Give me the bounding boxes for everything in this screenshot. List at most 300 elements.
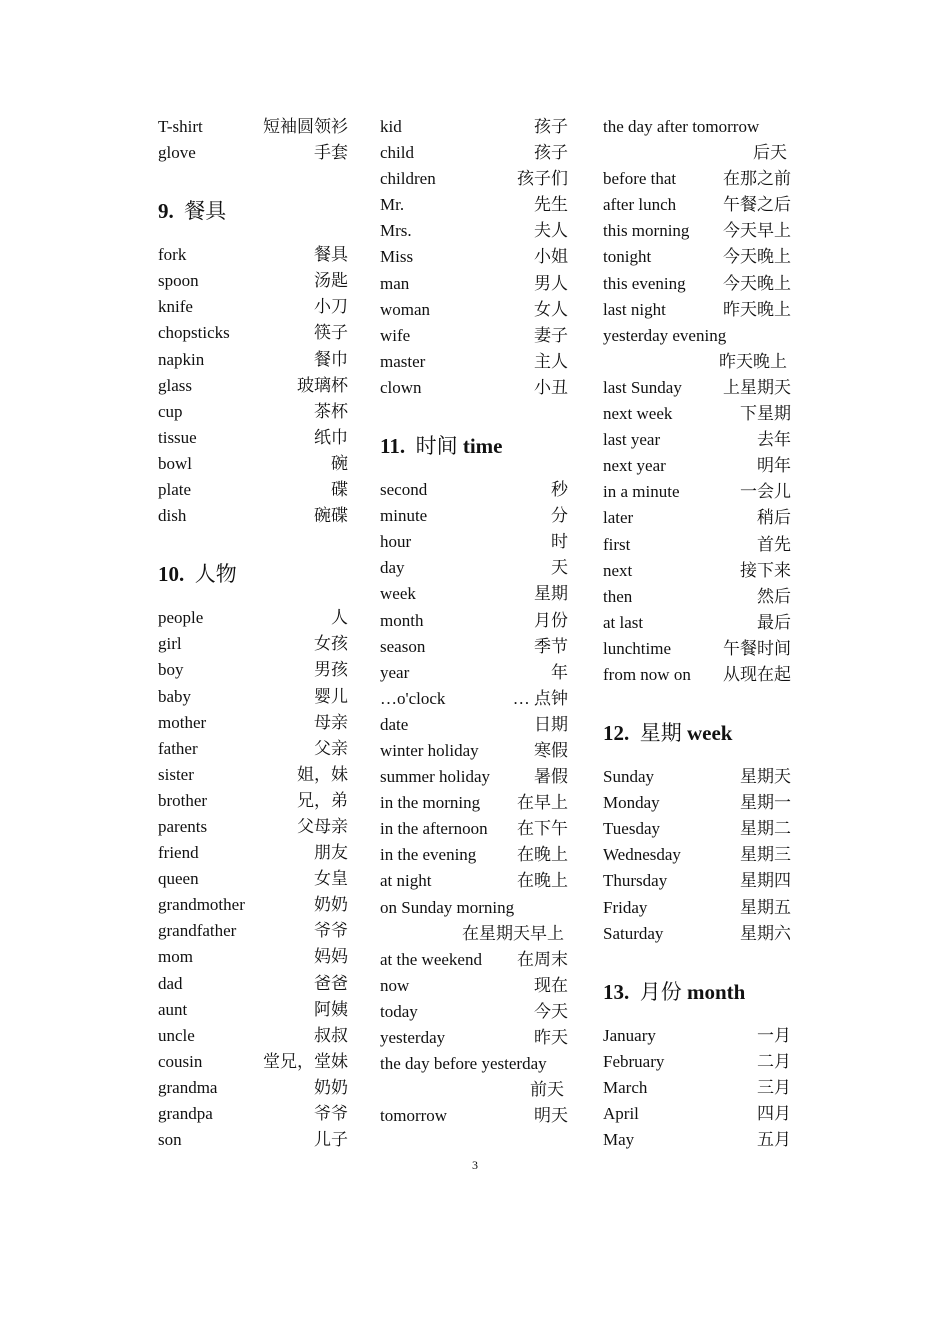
vocab-entry [158, 657, 348, 683]
vocab-entry [603, 479, 791, 505]
entry-english: clown [380, 377, 422, 397]
vocab-entry [158, 944, 348, 970]
entry-chinese: 星期三 [740, 845, 791, 865]
entry-chinese: 碗碟 [314, 506, 348, 526]
vocab-entry [158, 840, 348, 866]
vocab-entry [380, 790, 568, 816]
entry-english: May [603, 1130, 635, 1150]
entry-english: summer holiday [380, 767, 491, 787]
vocab-entry [158, 788, 348, 814]
entry-chinese: 前天 [530, 1080, 564, 1100]
entry-chinese: 堂兄，堂妹 [263, 1051, 348, 1071]
entry-english: the day after tomorrow [603, 117, 760, 136]
entry-english: knife [158, 297, 193, 317]
entry-chinese: 三月 [757, 1077, 791, 1097]
entry-chinese: 月份 [534, 610, 568, 630]
entry-english: now [380, 975, 410, 995]
entry-chinese: 今天 [534, 1001, 568, 1021]
section-title-zh: 时间 [415, 434, 458, 459]
entry-english: mother [158, 712, 207, 732]
entry-chinese: 在那之前 [723, 169, 791, 189]
entry-english: day [380, 558, 405, 578]
entry-english: January [603, 1025, 656, 1045]
entry-english: from now on [603, 664, 691, 684]
vocab-entry [603, 218, 791, 244]
vocab-entry [158, 684, 348, 710]
vocab-entry [603, 427, 791, 453]
vocab-entry [158, 1049, 348, 1075]
entry-english: next year [603, 456, 666, 476]
entry-chinese: 午餐之后 [723, 195, 791, 215]
vocab-entry [158, 294, 348, 320]
vocab-entry [158, 971, 348, 997]
entry-chinese: 朋友 [314, 843, 348, 863]
entry-english: later [603, 508, 634, 528]
entry-english: aunt [158, 999, 188, 1019]
vocab-entry [603, 584, 791, 610]
vocab-entry [603, 323, 791, 349]
entry-english: tissue [158, 427, 197, 447]
entry-english: parents [158, 816, 208, 836]
entry-chinese: 时 [551, 532, 568, 552]
entry-english: February [603, 1051, 665, 1071]
entry-english: grandma [158, 1077, 218, 1097]
vocab-entry [380, 1103, 568, 1129]
section-heading [603, 961, 791, 1023]
entry-english: glove [158, 143, 196, 163]
entry-english: next week [603, 404, 673, 424]
entry-chinese: 明天 [534, 1106, 568, 1126]
entry-chinese: 明年 [757, 456, 791, 476]
vocab-entry [603, 1101, 791, 1127]
vocab-entry [603, 140, 791, 166]
entry-chinese: 稍后 [757, 508, 791, 528]
entry-chinese: 先生 [534, 195, 568, 215]
entry-english: dish [158, 506, 187, 526]
entry-chinese: 首先 [757, 534, 791, 554]
entry-chinese: 茶杯 [314, 401, 348, 421]
entry-chinese: 餐具 [314, 245, 348, 265]
entry-english: grandmother [158, 895, 245, 915]
vocab-entry [158, 242, 348, 268]
vocab-entry [603, 114, 791, 140]
vocab-entry [603, 764, 791, 790]
entry-chinese: 孩子 [534, 117, 568, 136]
entry-chinese: 接下来 [740, 560, 791, 580]
entry-chinese: 筷子 [314, 323, 348, 343]
entry-chinese: 碗 [331, 453, 348, 473]
vocab-entry [158, 114, 348, 140]
entry-english: spoon [158, 271, 199, 291]
entry-chinese: 年 [551, 662, 568, 682]
entry-chinese: 在星期天早上 [462, 923, 564, 943]
vocab-entry [380, 868, 568, 894]
entry-english: wife [380, 325, 411, 345]
entry-chinese: 主人 [534, 351, 568, 371]
section-gap [380, 401, 568, 415]
entry-chinese: 阿姨 [314, 999, 348, 1019]
entry-english: last night [603, 299, 666, 319]
entry-english: Mrs. [380, 221, 412, 241]
entry-chinese: 星期四 [740, 871, 791, 891]
entry-chinese: 在晚上 [517, 871, 568, 891]
section-title-en: week [687, 721, 733, 746]
entry-english: kid [380, 117, 402, 136]
entry-chinese: 二月 [757, 1051, 791, 1071]
entry-chinese: 母亲 [314, 712, 348, 732]
entry-english: grandpa [158, 1104, 213, 1123]
vocab-entry [380, 1025, 568, 1051]
entry-chinese: 今天晚上 [723, 273, 791, 293]
entry-chinese: 寒假 [534, 740, 568, 760]
vocab-entry [158, 892, 348, 918]
entry-chinese: 今天早上 [723, 221, 791, 241]
entry-english: this morning [603, 221, 690, 241]
section-gap [603, 947, 791, 961]
entry-chinese: 上星期天 [723, 377, 791, 397]
vocab-entry [380, 999, 568, 1025]
entry-chinese: 婴儿 [314, 686, 348, 706]
entry-english: fork [158, 245, 187, 265]
vocab-entry [158, 605, 348, 631]
page-number: 3 [472, 1158, 478, 1172]
entry-english: the day before yesterday [380, 1054, 547, 1074]
entry-chinese: 姐，妹 [297, 764, 348, 784]
entry-chinese: 男人 [534, 273, 568, 293]
entry-english: bowl [158, 453, 192, 473]
entry-english: tomorrow [380, 1106, 448, 1126]
vocab-entry [380, 686, 568, 712]
entry-chinese: 暑假 [534, 767, 568, 787]
vocab-entry [380, 1077, 568, 1103]
section-gap [158, 529, 348, 543]
entry-chinese: 男孩 [314, 660, 348, 680]
entry-chinese: 孩子 [534, 143, 568, 163]
vocab-entry [380, 192, 568, 218]
entry-chinese: 昨天晚上 [719, 351, 787, 371]
entry-chinese: 爷爷 [314, 921, 348, 941]
entry-chinese: 去年 [757, 430, 791, 450]
vocab-entry [603, 297, 791, 323]
entry-chinese: 天 [551, 558, 568, 578]
entry-chinese: 一会儿 [740, 482, 791, 502]
vocab-entry [603, 244, 791, 270]
entry-chinese: 小丑 [534, 377, 568, 397]
vocab-entry [380, 660, 568, 686]
entry-chinese: 下星期 [740, 404, 791, 424]
vocab-entry [158, 399, 348, 425]
entry-chinese: 在晚上 [517, 845, 568, 865]
section-title-zh: 月份 [639, 979, 682, 1004]
entry-chinese: 玻璃杯 [297, 375, 348, 395]
vocab-entry [603, 1049, 791, 1075]
vocab-entry [380, 764, 568, 790]
entry-chinese: 儿子 [314, 1130, 348, 1150]
vocab-entry [603, 895, 791, 921]
entry-english: last Sunday [603, 377, 682, 397]
vocab-entry [380, 581, 568, 607]
entry-chinese: 昨天晚上 [723, 299, 791, 319]
entry-english: in a minute [603, 482, 680, 502]
entry-chinese: 四月 [757, 1104, 791, 1123]
entry-english: on Sunday morning [380, 897, 515, 917]
entry-chinese: 五月 [757, 1130, 791, 1150]
entry-english: dad [158, 973, 183, 993]
entry-english: month [380, 610, 424, 630]
vocab-entry [603, 1127, 791, 1153]
entry-english: then [603, 586, 633, 606]
entry-chinese: 然后 [757, 586, 791, 606]
entry-chinese: 爸爸 [314, 973, 348, 993]
entry-chinese: 人 [331, 608, 348, 628]
vocab-entry [158, 631, 348, 657]
vocab-entry [380, 895, 568, 921]
vocab-entry [603, 842, 791, 868]
vocab-entry [380, 297, 568, 323]
section-title-zh: 人物 [194, 562, 237, 587]
vocab-entry [380, 503, 568, 529]
vocab-entry [380, 842, 568, 868]
entry-chinese: 今天晚上 [723, 247, 791, 267]
entry-chinese: 昨天 [534, 1028, 568, 1047]
vocab-entry [158, 320, 348, 346]
entry-english: in the evening [380, 845, 477, 865]
entry-chinese: 短袖圆领衫 [263, 117, 348, 136]
vocab-entry [380, 166, 568, 192]
vocab-entry [380, 738, 568, 764]
vocab-entry [158, 736, 348, 762]
entry-chinese: 女皇 [314, 869, 348, 889]
entry-english: Miss [380, 247, 414, 267]
entry-chinese: 从现在起 [723, 664, 791, 684]
vocab-entry [158, 1127, 348, 1153]
entry-english: lunchtime [603, 638, 671, 658]
vocab-entry [380, 816, 568, 842]
entry-english: T-shirt [158, 117, 203, 136]
section-number: 12. [603, 721, 630, 746]
entry-english: after lunch [603, 195, 677, 215]
section-number: 11. [380, 434, 406, 459]
vocab-entry [380, 947, 568, 973]
entry-english: girl [158, 634, 182, 654]
section-heading [380, 415, 568, 477]
entry-english: hour [380, 532, 412, 552]
entry-chinese: 现在 [534, 975, 568, 995]
entry-english: Monday [603, 793, 660, 813]
vocab-entry [380, 712, 568, 738]
vocab-entry [380, 375, 568, 401]
entry-chinese: 汤匙 [314, 271, 348, 291]
entry-chinese: 女孩 [314, 634, 348, 654]
entry-english: in the morning [380, 793, 481, 813]
vocab-entry [380, 555, 568, 581]
entry-chinese: 夫人 [534, 221, 568, 241]
entry-chinese: 后天 [753, 143, 787, 163]
vocab-entry [380, 1051, 568, 1077]
entry-english: yesterday [380, 1028, 446, 1047]
entry-english: date [380, 714, 409, 734]
entry-english: before that [603, 169, 677, 189]
entry-english: plate [158, 480, 192, 500]
entry-english: cousin [158, 1051, 203, 1071]
section-gap [603, 688, 791, 702]
entry-english: woman [380, 299, 431, 319]
entry-english: children [380, 169, 436, 189]
vocab-entry [603, 166, 791, 192]
entry-chinese: 星期一 [740, 793, 791, 813]
entry-english: at the weekend [380, 949, 482, 969]
vocab-entry [158, 347, 348, 373]
section-number: 9. [158, 199, 174, 224]
entry-english: people [158, 608, 204, 628]
vocab-entry [158, 1075, 348, 1101]
vocab-entry [603, 610, 791, 636]
entry-chinese: 星期二 [740, 819, 791, 839]
entry-chinese: 餐巾 [314, 349, 348, 369]
entry-english: yesterday evening [603, 325, 727, 345]
section-title-en: month [687, 979, 746, 1004]
entry-chinese: 秒 [551, 480, 568, 500]
entry-english: glass [158, 375, 192, 395]
entry-chinese: 星期天 [740, 767, 791, 787]
vocab-entry [380, 634, 568, 660]
vocab-entry [380, 529, 568, 555]
vocab-entry [603, 662, 791, 688]
entry-chinese: 父母亲 [297, 816, 348, 836]
entry-english: Tuesday [603, 819, 660, 839]
entry-english: mom [158, 947, 193, 967]
entry-english: tonight [603, 247, 652, 267]
entry-chinese: 分 [551, 506, 568, 526]
vocab-entry [603, 192, 791, 218]
entry-chinese: 星期 [534, 584, 568, 604]
entry-chinese: … 点钟 [512, 688, 568, 708]
entry-english: April [603, 1104, 639, 1123]
vocab-entry [380, 323, 568, 349]
entry-english: son [158, 1130, 182, 1150]
entry-chinese: 妻子 [534, 325, 568, 345]
entry-english: in the afternoon [380, 819, 488, 839]
entry-english: this evening [603, 273, 686, 293]
entry-chinese: 星期五 [740, 897, 791, 917]
entry-english: …o'clock [380, 688, 446, 708]
entry-english: Thursday [603, 871, 668, 891]
vocab-entry [158, 918, 348, 944]
entry-english: baby [158, 686, 192, 706]
vocab-entry [158, 477, 348, 503]
entry-english: grandfather [158, 921, 237, 941]
entry-english: uncle [158, 1025, 195, 1045]
entry-chinese: 叔叔 [314, 1025, 348, 1045]
vocab-entry [603, 271, 791, 297]
vocab-entry [603, 349, 791, 375]
vocab-entry [603, 558, 791, 584]
entry-chinese: 在周末 [517, 949, 568, 969]
vocab-entry [380, 218, 568, 244]
vocab-entry [158, 814, 348, 840]
entry-chinese: 父亲 [314, 738, 348, 758]
entry-chinese: 日期 [534, 714, 568, 734]
section-number: 13. [603, 979, 630, 1004]
section-title-zh: 餐具 [184, 199, 227, 224]
vocab-entry [380, 921, 568, 947]
entry-english: friend [158, 843, 199, 863]
vocab-entry [603, 505, 791, 531]
entry-english: today [380, 1001, 418, 1021]
entry-english: minute [380, 506, 428, 526]
entry-english: season [380, 636, 426, 656]
entry-english: Wednesday [603, 845, 681, 865]
entry-chinese: 纸巾 [314, 427, 348, 447]
vocab-column-1 [158, 114, 348, 1153]
entry-chinese: 在早上 [517, 793, 568, 813]
vocab-entry [158, 503, 348, 529]
entry-chinese: 奶奶 [314, 1077, 348, 1097]
vocab-entry [603, 453, 791, 479]
entry-english: Mr. [380, 195, 405, 215]
vocab-entry [380, 608, 568, 634]
section-gap [158, 166, 348, 180]
entry-english: man [380, 273, 410, 293]
vocab-entry [380, 477, 568, 503]
vocab-entry [603, 816, 791, 842]
entry-chinese: 孩子们 [517, 169, 568, 189]
vocab-entry [158, 140, 348, 166]
vocab-entry [380, 114, 568, 140]
entry-english: last year [603, 430, 661, 450]
entry-english: winter holiday [380, 740, 479, 760]
vocab-entry [158, 710, 348, 736]
entry-english: master [380, 351, 426, 371]
vocab-entry [380, 140, 568, 166]
section-title-zh: 星期 [639, 721, 682, 746]
entry-english: next [603, 560, 633, 580]
entry-english: chopsticks [158, 323, 230, 343]
vocab-entry [603, 636, 791, 662]
entry-english: first [603, 534, 631, 554]
vocab-entry [158, 997, 348, 1023]
entry-english: at last [603, 612, 644, 632]
vocab-entry [603, 790, 791, 816]
section-number: 10. [158, 562, 185, 587]
vocab-entry [603, 532, 791, 558]
vocab-entry [603, 375, 791, 401]
entry-english: Saturday [603, 923, 664, 943]
entry-english: March [603, 1077, 648, 1097]
entry-english: sister [158, 764, 194, 784]
vocab-entry [158, 268, 348, 294]
entry-chinese: 兄，弟 [297, 790, 348, 810]
vocab-entry [158, 451, 348, 477]
vocab-entry [380, 973, 568, 999]
section-heading [603, 702, 791, 764]
entry-english: second [380, 480, 428, 500]
entry-chinese: 妈妈 [314, 947, 348, 967]
entry-english: napkin [158, 349, 205, 369]
vocab-entry [603, 1023, 791, 1049]
entry-chinese: 在下午 [517, 819, 568, 839]
entry-chinese: 星期六 [740, 923, 791, 943]
vocab-entry [603, 868, 791, 894]
entry-english: Sunday [603, 767, 654, 787]
entry-chinese: 奶奶 [314, 895, 348, 915]
section-heading [158, 180, 348, 242]
entry-english: father [158, 738, 198, 758]
vocab-entry [380, 349, 568, 375]
entry-english: year [380, 662, 410, 682]
entry-english: cup [158, 401, 183, 421]
entry-english: at night [380, 871, 432, 891]
